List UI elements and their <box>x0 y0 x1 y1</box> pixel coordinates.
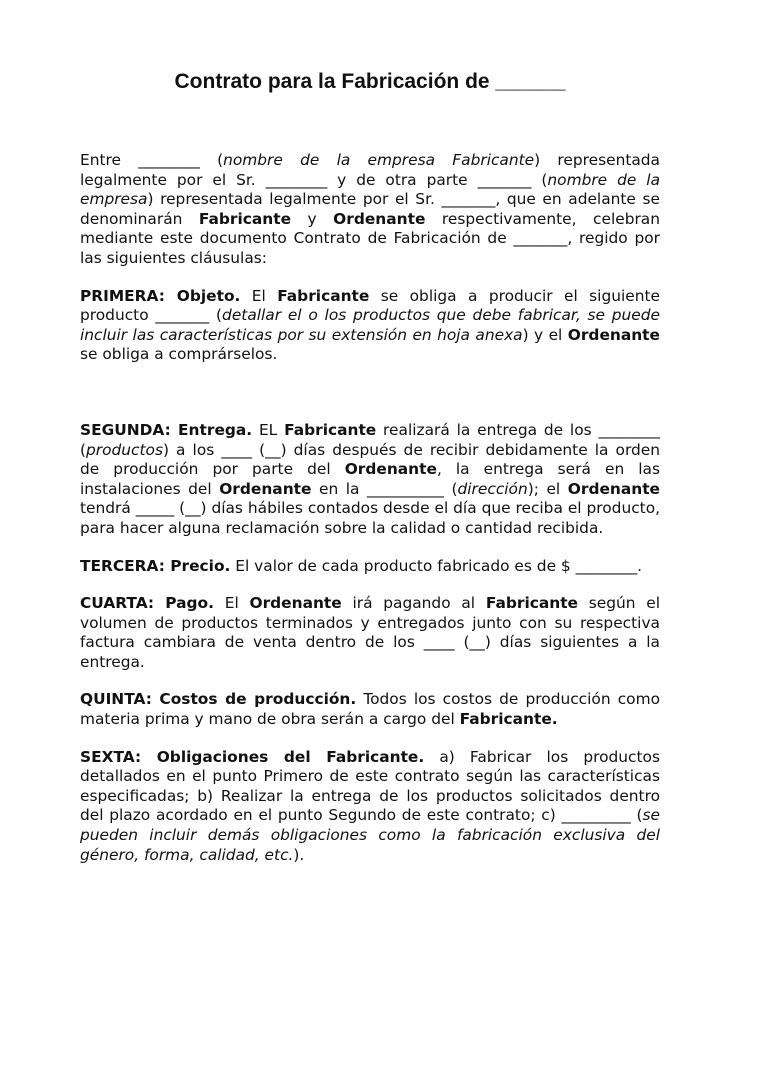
primera-run: se obliga a comprárselos. <box>80 345 278 364</box>
segunda-run: , la entrega será en las instalaciones del <box>80 460 660 498</box>
document-page <box>0 68 768 1092</box>
intro-run-bold: Fabricante <box>198 209 292 228</box>
clause-segunda <box>80 421 660 539</box>
primera-run: ) y el <box>522 325 568 344</box>
intro-run: y <box>291 209 334 228</box>
quinta-run-bold: QUINTA: Costos de producción. <box>80 690 357 709</box>
segunda-run: realizará la entrega de los ________ ( <box>80 420 661 459</box>
cuarta-run: según el volumen de productos terminados y entregados junto con su respectiva factura cambiara de venta dentro de los ____ (__) días siguientes a la entrega. <box>80 594 661 671</box>
segunda-run-bold: Fabricante <box>284 420 377 439</box>
segunda-run-bold: Ordenante <box>219 479 312 498</box>
segunda-run: en la __________ ( <box>311 479 458 498</box>
segunda-run-italic: dirección <box>457 479 528 498</box>
intro-run-italic: nombre de la empresa Fabricante <box>223 151 535 169</box>
segunda-run: tendrá _____ (__) días hábiles contados desde el día que reciba el producto, para hacer alguna reclamación sobre la calidad o cantidad recibida. <box>80 499 660 537</box>
primera-run-bold: Fabricante <box>277 286 370 305</box>
segunda-run: EL <box>252 420 285 439</box>
segunda-run-italic: productos <box>86 440 163 459</box>
primera-run-bold: PRIMERA: Objeto. <box>80 286 241 305</box>
segunda-run: ) a los ____ (__) días después de recibir debidamente la orden de producción por parte del <box>80 440 660 479</box>
primera-run-bold: Ordenante <box>567 325 660 344</box>
clause-primera <box>80 287 660 365</box>
primera-run: se obliga a producir el siguiente producto _______ ( <box>80 286 660 325</box>
clause-quinta <box>80 690 660 729</box>
segunda-run-bold: SEGUNDA: Entrega. <box>80 420 253 439</box>
primera-run-italic: detallar el o los productos que debe fabricar, se puede incluir las características por su extensión en hoja anexa <box>80 306 660 344</box>
sexta-run: a) Fabricar los productos detallados en el punto Primero de este contrato según las características especificadas; b) Realizar la entrega de los productos solicitados dentro del plazo acordado en el punto Segundo de este contrato; c) _________ ( <box>80 747 660 825</box>
tercera-run-bold: TERCERA: Precio. <box>80 556 231 575</box>
cuarta-run-bold: Ordenante <box>249 594 342 613</box>
segunda-run: ); el <box>527 479 568 498</box>
quinta-run: Todos los costos de producción como materia prima y mano de obra serán a cargo del <box>80 690 660 729</box>
intro-run: Entre ________ ( <box>80 151 224 169</box>
intro-run-italic: nombre de la empresa <box>80 170 661 209</box>
segunda-run-bold: Ordenante <box>567 479 660 498</box>
intro-run: ) representada legalmente por el Sr. ________ y de otra parte _______ ( <box>80 151 660 189</box>
clause-sexta <box>80 748 660 866</box>
clause-cuarta <box>80 594 660 672</box>
intro-run-bold: Ordenante <box>333 209 426 228</box>
sexta-run-italic: se pueden incluir demás obligaciones como la fabricación exclusiva del género, forma, calidad, etc. <box>80 806 660 864</box>
cuarta-run: El <box>213 594 250 613</box>
intro-run: ) representada legalmente por el Sr. _______, que en adelante se denominarán <box>80 190 660 228</box>
cuarta-run-bold: CUARTA: Pago. <box>80 594 214 613</box>
primera-run: El <box>240 286 278 305</box>
cuarta-run-bold: Fabricante <box>485 594 578 613</box>
sexta-run-bold: SEXTA: Obligaciones del Fabricante. <box>80 747 425 766</box>
paragraph-intro <box>80 151 660 269</box>
tercera-run: El valor de cada producto fabricado es de $ ________. <box>230 556 643 575</box>
cuarta-run: irá pagando al <box>341 594 486 613</box>
sexta-run: ). <box>293 845 305 864</box>
clause-tercera <box>80 557 660 577</box>
document-title: Contrato para la Fabricación de ______ <box>174 70 566 93</box>
segunda-run-bold: Ordenante <box>344 460 437 479</box>
quinta-run-bold: Fabricante. <box>459 710 558 729</box>
intro-run: respectivamente, celebran mediante este documento Contrato de Fabricación de _______, regido por las siguientes cláusulas: <box>80 209 660 267</box>
